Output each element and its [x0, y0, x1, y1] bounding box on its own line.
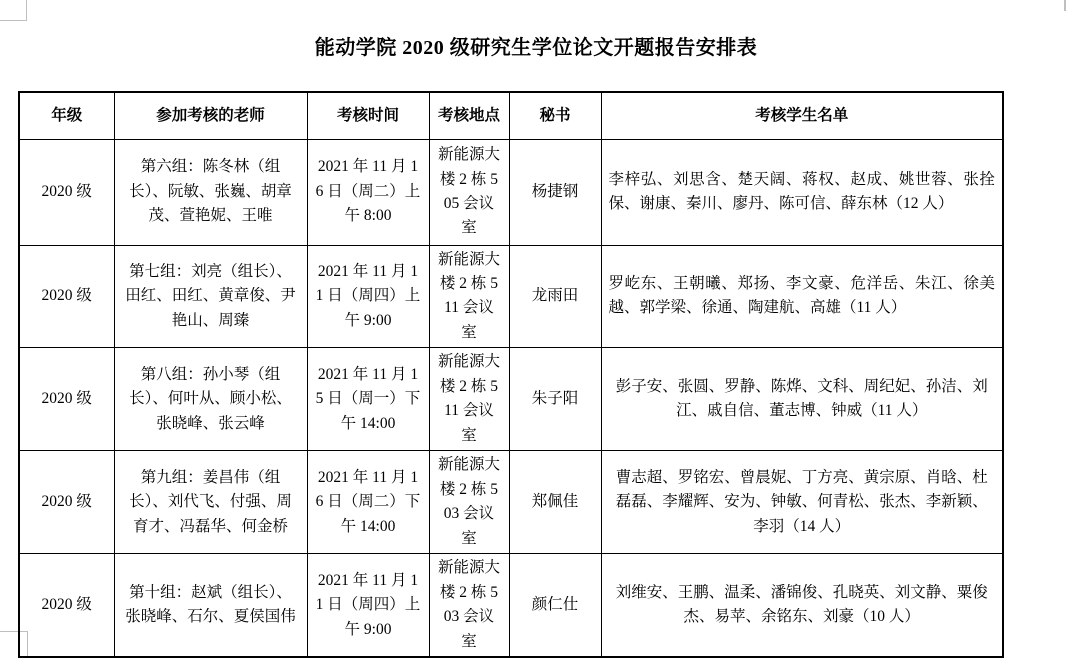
time-cell: 2021 年 11 月 11 日（周四）上午 9:00 [307, 554, 429, 657]
grade-cell: 2020 级 [19, 451, 114, 554]
teachers-cell: 第七组：刘亮（组长）、田红、田红、黄章俊、尹艳山、周臻 [114, 245, 307, 348]
grade-cell: 2020 级 [19, 139, 114, 245]
location-cell: 新能源大楼 2 栋 503 会议室 [429, 554, 509, 657]
secretary-cell: 朱子阳 [509, 348, 601, 451]
students-cell: 李梓弘、刘思含、楚天阔、蒋权、赵成、姚世蓉、张拴保、谢康、秦川、廖丹、陈可信、薛东林（12 人） [601, 139, 1003, 245]
students-cell: 刘维安、王鹏、温柔、潘锦俊、孔晓英、刘文静、粟俊杰、易苹、余铭东、刘豪（10 人） [601, 554, 1003, 657]
table-row [19, 451, 1003, 554]
secretary-cell: 颜仁仕 [509, 554, 601, 657]
students-cell: 罗屹东、王朝曦、郑扬、李文豪、危洋岳、朱江、徐美越、郭学梁、徐通、陶建航、高雄（11 人） [601, 245, 1003, 348]
location-cell: 新能源大楼 2 栋 511 会议室 [429, 245, 509, 348]
teachers-cell: 第九组：姜昌伟（组长）、刘代飞、付强、周育才、冯磊华、何金桥 [114, 451, 307, 554]
header-row [19, 92, 1003, 139]
page-margin-mark-top-right [1064, 0, 1066, 11]
time-cell: 2021 年 11 月 16 日（周二）下午 14:00 [307, 451, 429, 554]
table-row [19, 139, 1003, 245]
secretary-cell: 郑佩佳 [509, 451, 601, 554]
teachers-cell: 第十组：赵斌（组长）、张晓峰、石尔、夏侯国伟 [114, 554, 307, 657]
teachers-cell: 第六组：陈冬林（组长）、阮敏、张巍、胡章茂、萱艳妮、王唯 [114, 139, 307, 245]
location-cell: 新能源大楼 2 栋 503 会议室 [429, 451, 509, 554]
header-students: 考核学生名单 [601, 92, 1003, 139]
header-secretary: 秘书 [509, 92, 601, 139]
grade-cell: 2020 级 [19, 348, 114, 451]
grade-cell: 2020 级 [19, 554, 114, 657]
students-cell: 彭子安、张圆、罗静、陈烨、文科、周纪妃、孙洁、刘江、戚自信、董志博、钟威（11 人） [601, 348, 1003, 451]
header-teachers: 参加考核的老师 [114, 92, 307, 139]
secretary-cell: 杨捷钢 [509, 139, 601, 245]
page-title: 能动学院 2020 级研究生学位论文开题报告安排表 [314, 37, 758, 59]
page-margin-mark-top-left [0, 0, 27, 21]
header-time: 考核时间 [307, 92, 429, 139]
grade-cell: 2020 级 [19, 245, 114, 348]
location-cell: 新能源大楼 2 栋 511 会议室 [429, 348, 509, 451]
header-grade: 年级 [19, 92, 114, 139]
students-cell: 曹志超、罗铭宏、曾晨妮、丁方亮、黄宗原、肖晗、杜磊磊、李耀辉、安为、钟敏、何青松、张杰、李新颖、李羽（14 人） [601, 451, 1003, 554]
secretary-cell: 龙雨田 [509, 245, 601, 348]
table-row [19, 245, 1003, 348]
time-cell: 2021 年 11 月 11 日（周四）上午 9:00 [307, 245, 429, 348]
table-row [19, 554, 1003, 657]
table-row [19, 348, 1003, 451]
schedule-table [18, 91, 1004, 658]
header-location: 考核地点 [429, 92, 509, 139]
time-cell: 2021 年 11 月 15 日（周一）下午 14:00 [307, 348, 429, 451]
location-cell: 新能源大楼 2 栋 505 会议室 [429, 139, 509, 245]
time-cell: 2021 年 11 月 16 日（周二）上午 8:00 [307, 139, 429, 245]
teachers-cell: 第八组：孙小琴（组长）、何叶从、顾小松、张晓峰、张云峰 [114, 348, 307, 451]
